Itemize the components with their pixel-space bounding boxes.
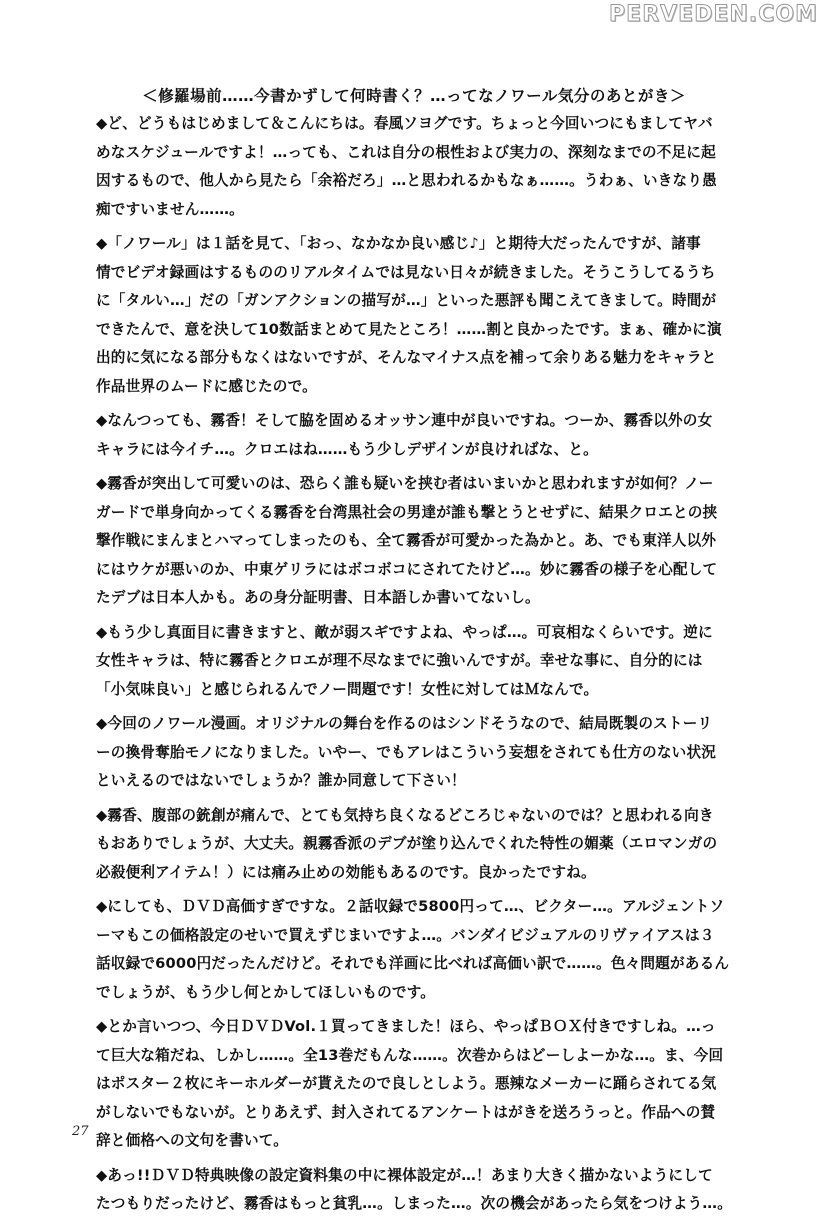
text-line: 撃作戦にまんまとハマってしまったのも、全て霧香が可愛かった為かと。あ、でも東洋人以外 — [96, 532, 717, 549]
text-line: 因するもので、他人から見たら「余裕だろ」…と思われるかもなぁ……。うわぁ、いきなり愚 — [96, 172, 717, 189]
paragraph-9 — [96, 1013, 756, 1156]
text-line: ◆とか言いつつ、今日ＤＶＤVol.１買ってきました！ほら、やっぱＢＯＸ付きですしね。…っ — [96, 1018, 716, 1035]
text-line: といえるのではないでしょうか？誰か同意して下さい！ — [96, 772, 466, 789]
text-line: はポスター２枚にキーホルダーが貰えたので良しとしよう。悪辣なメーカーに踊らされてる気 — [96, 1075, 717, 1092]
text-line: キャラには今イチ…。クロエはね……もう少しデザインが良ければな、と。 — [96, 440, 598, 458]
paragraph-7 — [96, 802, 756, 888]
text-line: ◆霧香が突出して可愛いのは、恐らく誰も疑いを挟む者はいまいかと思われますが如何？ノー — [96, 475, 714, 492]
text-line: に「タルい…」だの「ガンアクションの描写が…」といった悪評も聞こえてきまして。時間が — [96, 292, 717, 309]
text-line: て巨大な箱だね、しかし……。全13巻だもんな……。次巻からはどーしよーかな…。ま、今回 — [96, 1046, 724, 1064]
text-line: 痴ですいません……。 — [96, 200, 244, 218]
text-line: もおありでしょうが、大丈夫。親霧香派のデブが塗り込んでくれた特性の媚薬（エロマンガの — [96, 835, 718, 852]
text-line: 出的に気になる部分もなくはないですが、そんなマイナス点を補って余りある魅力をキャラと — [96, 349, 717, 366]
text-line: ◆なんつっても、霧香！そして脇を固めるオッサン連中が良いですね。つーか、霧香以外の女 — [96, 412, 713, 429]
text-line: にはウケが悪いのか、中東ゲリラにはボコボコにされてたけど…。妙に霧香の様子を心配して — [96, 560, 718, 578]
text-line: ◆あっ!!ＤＶＤ特典映像の設定資料集の中に裸体設定が…！あまり大きく描かないようにして — [96, 1166, 713, 1184]
paragraph-3 — [96, 407, 756, 464]
text-line: 女性キャラは、特に霧香とクロエが理不尽なまでに強いんですが。幸せな事に、自分的には — [96, 652, 703, 669]
text-line: ◆今回のノワール漫画。オリジナルの舞台を作るのはシンドそうなので、結局既製のストーリ — [96, 715, 713, 732]
text-line: できたんで、意を決して10数話まとめて見たところ！……割と良かったです。まぁ、確かに演 — [96, 320, 722, 338]
watermark-logo: PERVEDEN.COM — [609, 2, 818, 27]
text-line: ◆ど、どうもはじめまして＆こんにちは。春風ソヨグです。ちょっと今回いつにもましてヤバ — [96, 115, 713, 132]
text-line: ーの換骨奪胎モノになりました。いやー、でもアレはこういう妄想をされても仕方のない状況 — [96, 743, 717, 761]
text-line: ◆にしても、ＤＶＤ高価すぎですな。２話収録で5800円って…、ビクター…。アルジェントソ — [96, 898, 725, 915]
text-line: 辞と価格への文句を書いて。 — [96, 1132, 289, 1149]
text-line: 作品世界のムードに感じたので。 — [96, 377, 317, 395]
paragraph-2 — [96, 230, 756, 401]
afterword-body — [96, 110, 756, 1225]
paragraph-6 — [96, 710, 756, 796]
text-line: 話収録で6000円だったんだけど。それでも洋画に比べれば高価い訳で……。色々問題があるん — [96, 955, 730, 972]
text-line: たデブは日本人かも。あの身分証明書、日本語しか書いてないし。 — [96, 589, 540, 606]
text-line: ◆もう少し真面目に書きますと、敵が弱スギですよね、やっぱ…。可哀相なくらいです。逆に — [96, 623, 713, 641]
paragraph-1 — [96, 110, 756, 224]
paragraph-5 — [96, 619, 756, 705]
text-line: でしょうが、もう少し何とかしてほしいものです。 — [96, 983, 436, 1001]
text-line: ◆「ノワール」は１話を見て、「おっ、なかなか良い感じ♪」と期待大だったんですが、諸事 — [96, 235, 701, 252]
text-line: めなスケジュールですよ！…っても、これは自分の根性および実力の、深刻なまでの不足に起 — [96, 143, 716, 161]
text-line: 情でビデオ録画はするもののリアルタイムでは見ない日々が続きました。そうこうしてるうち — [96, 263, 716, 281]
page-number: 27 — [72, 1124, 89, 1139]
paragraph-10 — [96, 1162, 756, 1219]
text-line: ◆霧香、腹部の銃創が痛んで、とても気持ち良くなるどころじゃないのでは？と思われる向き — [96, 806, 714, 824]
text-line: 「小気味良い」と感じられるんでノー問題です！女性に対してはＭなんで。 — [96, 680, 599, 698]
text-line: ガードで単身向かってくる霧香を台湾黒社会の男達が誰も撃とうとせずに、結果クロエとの挟 — [96, 503, 718, 521]
page-title: ＜修羅場前……今書かずして何時書く？…ってなノワール気分のあとがき＞ — [142, 87, 686, 105]
text-line: 必殺便利アイテム！）には痛み止めの効能もあるのです。良かったですね。 — [96, 863, 596, 881]
paragraph-8 — [96, 893, 756, 1007]
text-line: ーマもこの価格設定のせいで買えずじまいですよ…。バンダイビジュアルのリヴァイアスは３ — [96, 926, 715, 944]
paragraph-4 — [96, 470, 756, 613]
text-line: がしないでもないが。とりあえず、封入されてるアンケートはがきを送ろうっと。作品への賛 — [96, 1103, 716, 1121]
text-line: たつもりだったけど、霧香はもっと貧乳…。しまった…。次の機会があったら気をつけよう…。 — [96, 1195, 732, 1212]
